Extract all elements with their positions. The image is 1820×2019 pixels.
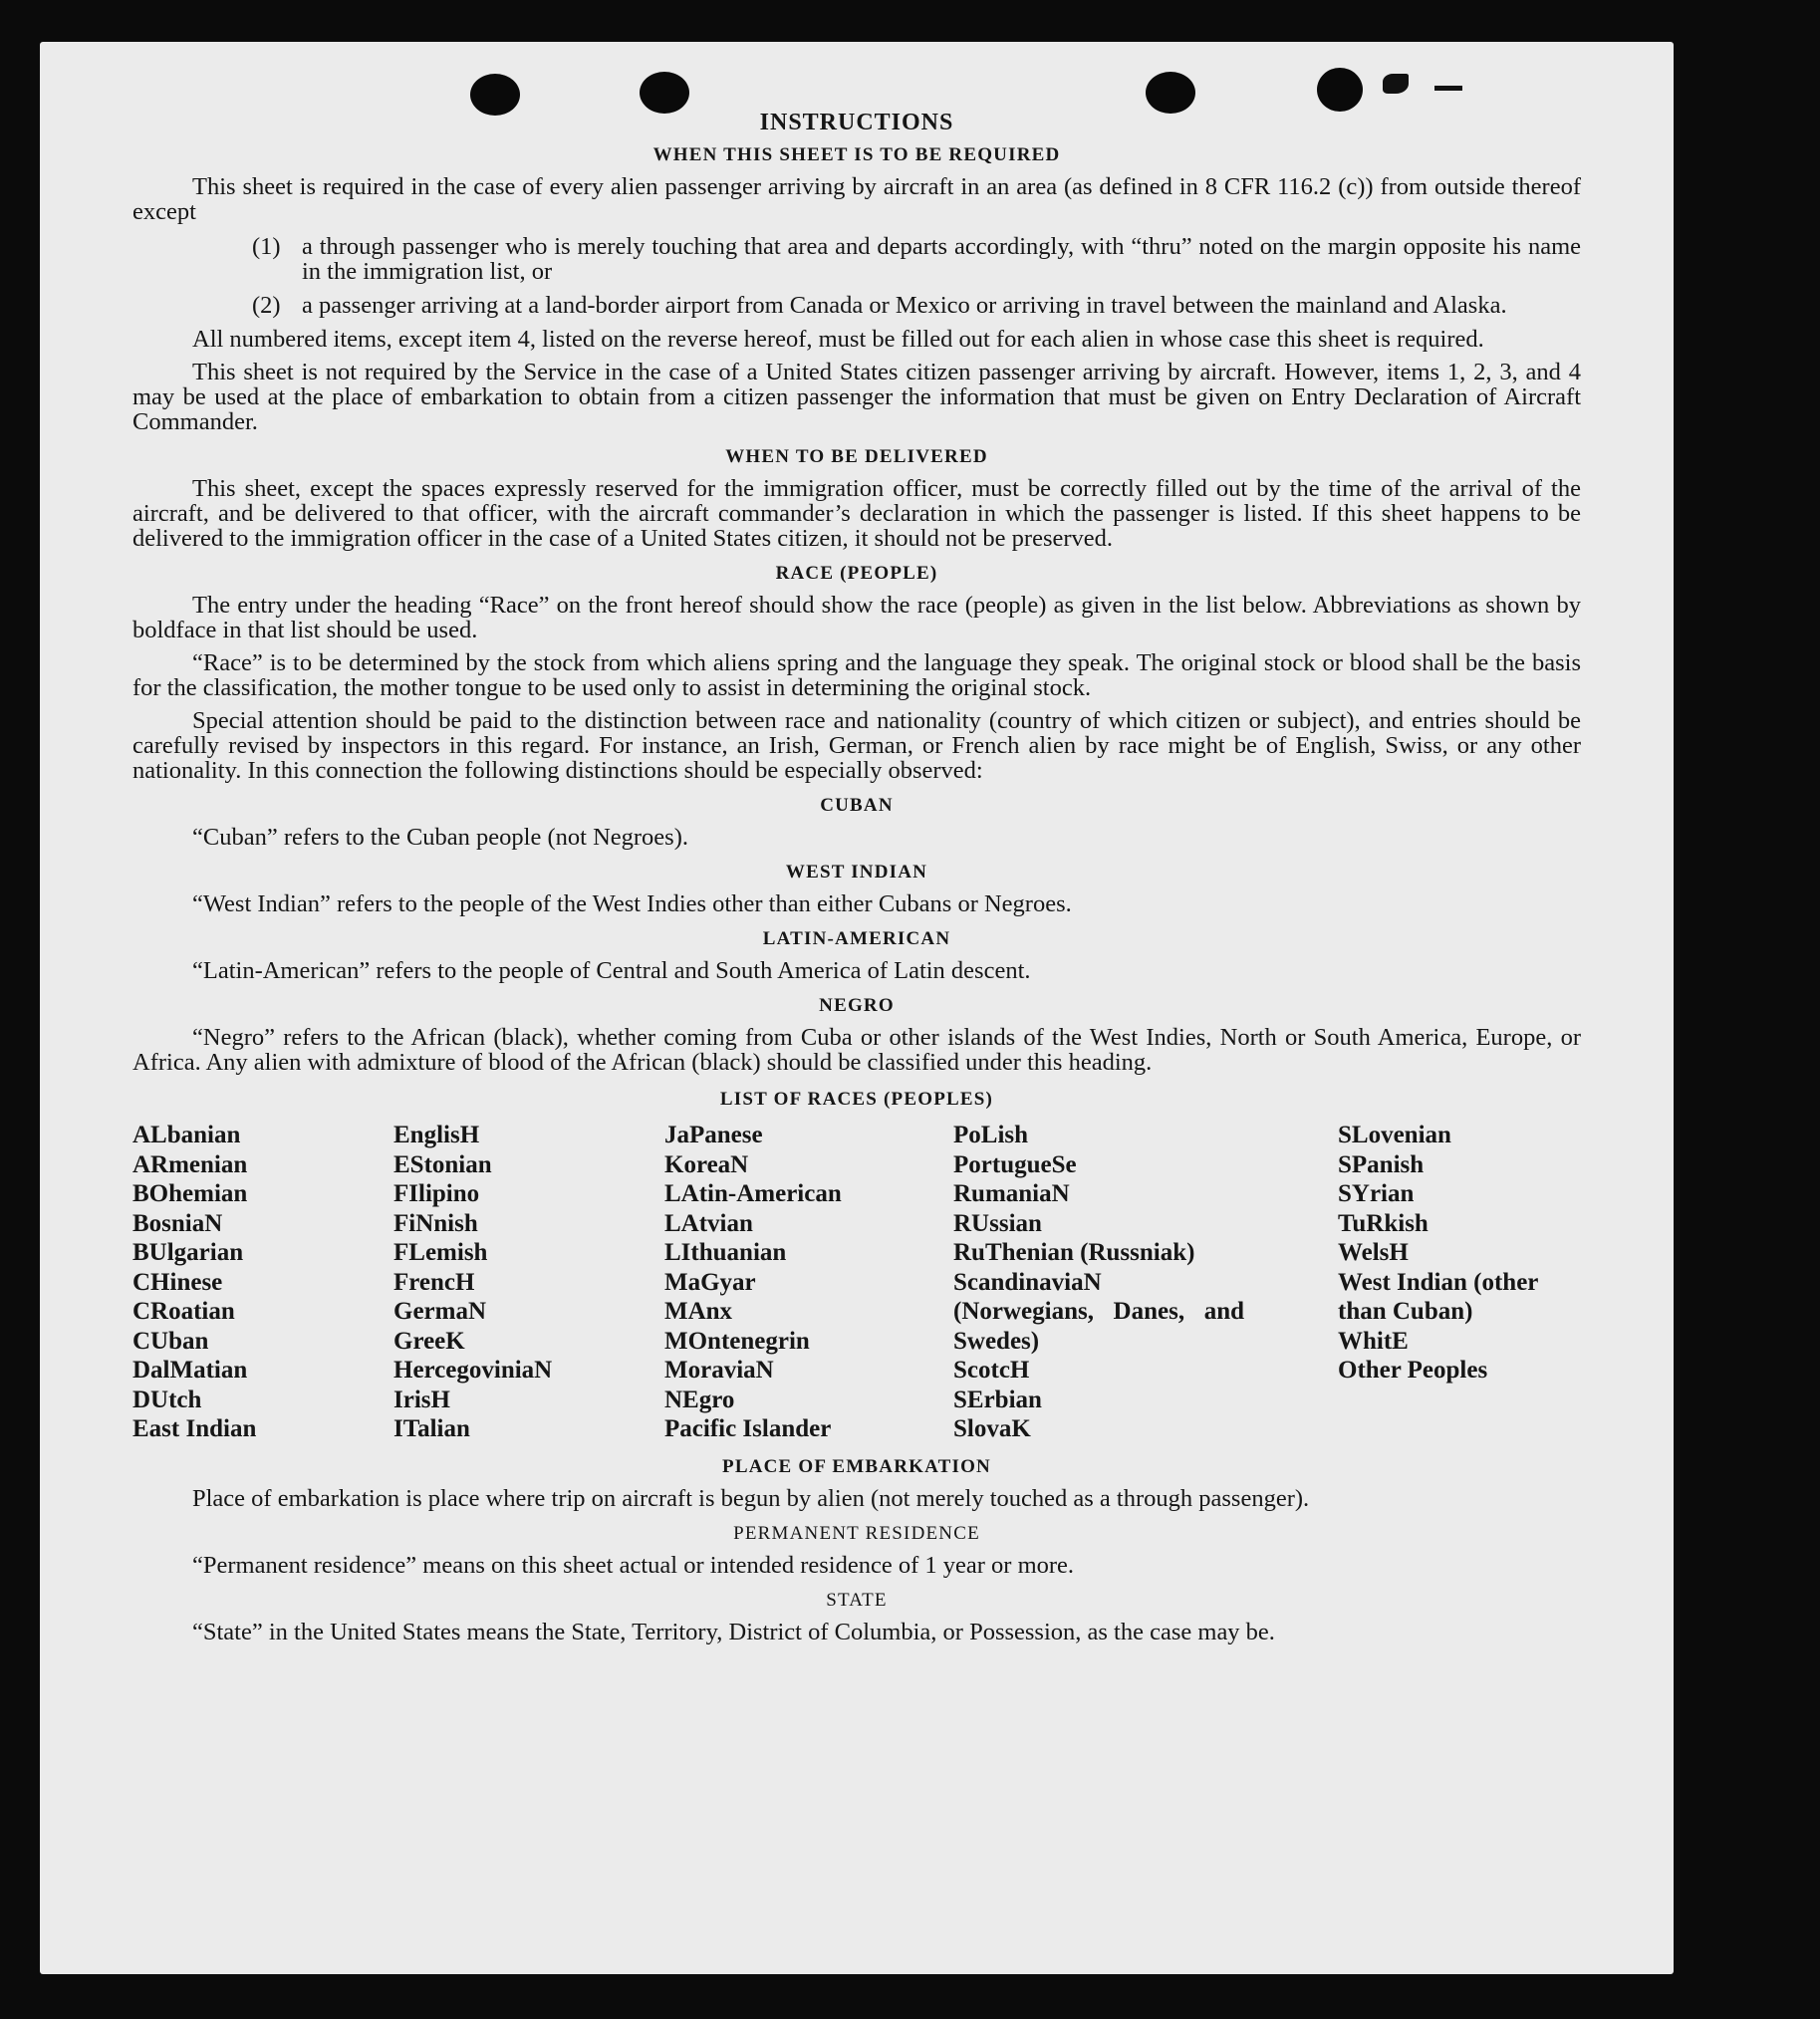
paragraph-numbered-items: All numbered items, except item 4, listed on the reverse hereof, must be filled out for each alien in whose case this sheet is required.	[192, 326, 1484, 353]
race-item: MaGyar	[664, 1268, 756, 1296]
exception-item	[252, 234, 1581, 284]
exception-item	[252, 293, 1581, 318]
race-item: GreeK	[393, 1327, 465, 1355]
paragraph-negro: “Negro” refers to the African (black), whether coming from Cuba or other islands of the West Indies, North or South America, Europe, or Africa. Any alien with admixture of blood of the African (black) should be classified under this heading.	[132, 1024, 1581, 1076]
race-item: BUlgarian	[132, 1239, 244, 1266]
exception-list	[252, 234, 1581, 318]
race-item: LAtvian	[664, 1209, 753, 1237]
race-item: ITalian	[393, 1415, 470, 1442]
item-number: (1)	[252, 233, 281, 260]
race-item: PortugueSe	[953, 1150, 1077, 1178]
race-item-scandinavian: ScandinaviaN (Norwegians, Danes, and Swedes)	[953, 1268, 1244, 1355]
heading-required: WHEN THIS SHEET IS TO BE REQUIRED	[652, 144, 1061, 165]
paragraph-residence: “Permanent residence” means on this sheet actual or intended residence of 1 year or more.	[192, 1551, 1075, 1579]
race-item: TuRkish	[1338, 1209, 1429, 1237]
race-item: HercegoviniaN	[393, 1357, 553, 1384]
paragraph-race-entry: The entry under the heading “Race” on the front hereof should show the race (people) as given in the list below. Abbreviations as shown by boldface in that list should be used.	[132, 592, 1581, 643]
ink-mark	[1434, 86, 1462, 91]
paragraph-latin-american: “Latin-American” refers to the people of Central and South America of Latin descent.	[192, 957, 1031, 984]
race-item: IrisH	[393, 1386, 450, 1413]
races-column	[132, 1121, 393, 1444]
race-item: NEgro	[664, 1386, 735, 1413]
race-item: Other Peoples	[1338, 1357, 1488, 1384]
heading-race: RACE (PEOPLE)	[775, 563, 938, 584]
race-item: CRoatian	[132, 1298, 235, 1325]
paragraph-citizen: This sheet is not required by the Service in the case of a United States citizen passenger arriving by aircraft. However, items 1, 2, 3, and 4 may be used at the place of embarkation to obtain from a citizen passenger the information that must be given on Entry Declaration of Aircraft Commander.	[132, 359, 1581, 435]
item-text: a passenger arriving at a land-border airport from Canada or Mexico or arriving in travel between the mainland and Alaska.	[302, 292, 1507, 319]
race-item: FLemish	[393, 1239, 488, 1266]
race-item: SErbian	[953, 1386, 1042, 1413]
heading-list-of-races: LIST OF RACES (PEOPLES)	[719, 1089, 994, 1110]
paragraph-embarkation: Place of embarkation is place where trip on aircraft is begun by alien (not merely touched as a through passenger).	[192, 1484, 1310, 1512]
race-item: MOntenegrin	[664, 1327, 810, 1355]
race-item: LIthuanian	[664, 1239, 787, 1266]
race-item: Pacific Islander	[664, 1415, 832, 1442]
races-column	[953, 1121, 1338, 1444]
heading-embarkation: PLACE OF EMBARKATION	[722, 1455, 991, 1477]
heading-negro: NEGRO	[819, 995, 895, 1016]
paragraph-delivered: This sheet, except the spaces expressly reserved for the immigration officer, must be correctly filled out by the time of the arrival of the aircraft, and be delivered to that officer, with the aircraft commander’s declaration in which the passenger is listed. If this sheet happens to be delivered to the immigration officer in the case of a United States citizen, it should not be preserved.	[132, 475, 1581, 552]
race-item: MoraviaN	[664, 1357, 774, 1384]
instructions-text	[132, 106, 1581, 1644]
heading-latin-american: LATIN-AMERICAN	[762, 928, 951, 949]
race-item: DUtch	[132, 1386, 202, 1413]
race-item: GermaN	[393, 1298, 487, 1325]
race-item: FiNnish	[393, 1209, 478, 1237]
races-table	[132, 1121, 1581, 1444]
paragraph-required: This sheet is required in the case of every alien passenger arriving by aircraft in an area (as defined in 8 CFR 116.2 (c)) from outside thereof except	[132, 173, 1581, 225]
heading-west-indian: WEST INDIAN	[785, 862, 928, 883]
race-item: CHinese	[132, 1268, 223, 1296]
ink-blot	[1383, 74, 1409, 94]
race-item: MAnx	[664, 1298, 733, 1325]
race-item: SlovaK	[953, 1415, 1031, 1442]
heading-residence: PERMANENT RESIDENCE	[733, 1522, 980, 1544]
race-item: ARmenian	[132, 1150, 248, 1178]
race-item: JaPanese	[664, 1122, 763, 1148]
race-item: BosniaN	[132, 1209, 223, 1237]
races-column	[1338, 1121, 1581, 1444]
heading-cuban: CUBAN	[820, 795, 894, 816]
race-item: SLovenian	[1338, 1122, 1451, 1148]
race-item: RuThenian (Russniak)	[953, 1239, 1195, 1266]
race-item: SYrian	[1338, 1180, 1415, 1207]
page-title: INSTRUCTIONS	[759, 110, 954, 135]
paragraph-race-stock: “Race” is to be determined by the stock from which aliens spring and the language they speak. The original stock or blood shall be the basis for the classification, the mother tongue to be used only to assist in determining the original stock.	[132, 649, 1581, 701]
race-item: WhitE	[1338, 1327, 1409, 1355]
race-item: WelsH	[1338, 1239, 1409, 1266]
race-item: FIlipino	[393, 1180, 480, 1207]
race-item: LAtin-American	[664, 1180, 842, 1207]
races-column	[393, 1121, 664, 1444]
race-item: EnglisH	[393, 1122, 480, 1148]
race-item: ScotcH	[953, 1357, 1030, 1384]
race-item: EStonian	[393, 1150, 492, 1178]
paragraph-west-indian: “West Indian” refers to the people of the West Indies other than either Cubans or Negroes.	[192, 890, 1072, 917]
race-item: KoreaN	[664, 1150, 749, 1178]
paragraph-state: “State” in the United States means the State, Territory, District of Columbia, or Possession, as the case may be.	[192, 1618, 1275, 1645]
race-item: BOhemian	[132, 1180, 248, 1207]
race-item: RUssian	[953, 1209, 1042, 1237]
race-item: CUban	[132, 1327, 209, 1355]
race-item: SPanish	[1338, 1150, 1425, 1178]
race-item: East Indian	[132, 1415, 257, 1442]
item-text: a through passenger who is merely touching that area and departs accordingly, with “thru” noted on the margin opposite his name in the immigration list, or	[302, 233, 1581, 285]
race-item: DalMatian	[132, 1357, 248, 1384]
race-item-west-indian: West Indian (other than Cuban)	[1338, 1268, 1538, 1325]
item-number: (2)	[252, 292, 281, 319]
races-column	[664, 1121, 953, 1444]
heading-delivered: WHEN TO BE DELIVERED	[725, 446, 988, 467]
heading-state: STATE	[826, 1589, 888, 1611]
paragraph-cuban: “Cuban” refers to the Cuban people (not Negroes).	[192, 824, 688, 851]
race-item: PoLish	[953, 1122, 1029, 1148]
paragraph-race-nationality: Special attention should be paid to the distinction between race and nationality (country of which citizen or subject), and entries should be carefully revised by inspectors in this regard. For instance, an Irish, German, or French alien by race might be of English, Swiss, or any other nationality. In this connection the following distinctions should be especially observed:	[132, 707, 1581, 784]
race-item: RumaniaN	[953, 1180, 1070, 1207]
race-item: ALbanian	[132, 1122, 241, 1148]
race-item: FrencH	[393, 1268, 475, 1296]
